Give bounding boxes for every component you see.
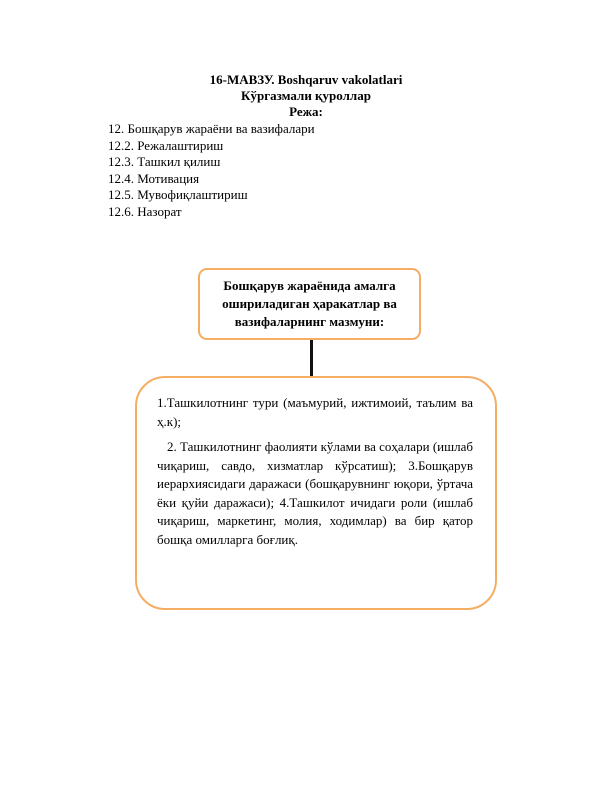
plan-item: 12.4. Мотивация <box>108 170 200 186</box>
bottom-box-paragraph-2: 2. Ташкилотнинг фаолияти кўлами ва соҳалари (ишлаб чиқариш, савдо, хизматлар кўрсатиш); 3.Бошқарув иерархиясидаги даражаси (бошқарувнинг юқори, ўртача ёки қуйи даражаси); 4.Ташкилот ичидаги роли (ишлаб чиқариш, маркетинг, молия, ходимлар) ва бир қатор бошқа омилларга боғлиқ. <box>157 439 473 547</box>
plan-item: 12.2. Режалаштириш <box>108 137 224 153</box>
plan-item: 12. Бошқарув жараёни ва вазифалари <box>108 121 315 136</box>
top-box-text: Бошқарув жараёнида амалга ошириладиган ҳаракатлар ва вазифаларнинг мазмуни: <box>222 278 397 329</box>
connector-line <box>310 340 313 378</box>
plan-label: Режа: <box>289 104 323 119</box>
bottom-box-paragraph-1: 1.Ташкилотнинг тури (маъмурий, ижтимоий, таълим ва ҳ.к); <box>157 395 473 429</box>
topic-title: 16-МАВЗУ. Boshqaruv vakolatlari <box>209 72 403 87</box>
plan-list <box>108 121 315 220</box>
plan-item: 12.6. Назорат <box>108 203 182 219</box>
plan-item: 12.5. Мувофиқлаштириш <box>108 187 248 202</box>
plan-item: 12.3. Ташкил қилиш <box>108 154 221 169</box>
subtitle: Кўргазмали қуроллар <box>241 88 371 103</box>
diagram-bottom-box <box>135 376 497 610</box>
diagram-top-box <box>198 268 421 340</box>
document-header <box>0 72 612 120</box>
